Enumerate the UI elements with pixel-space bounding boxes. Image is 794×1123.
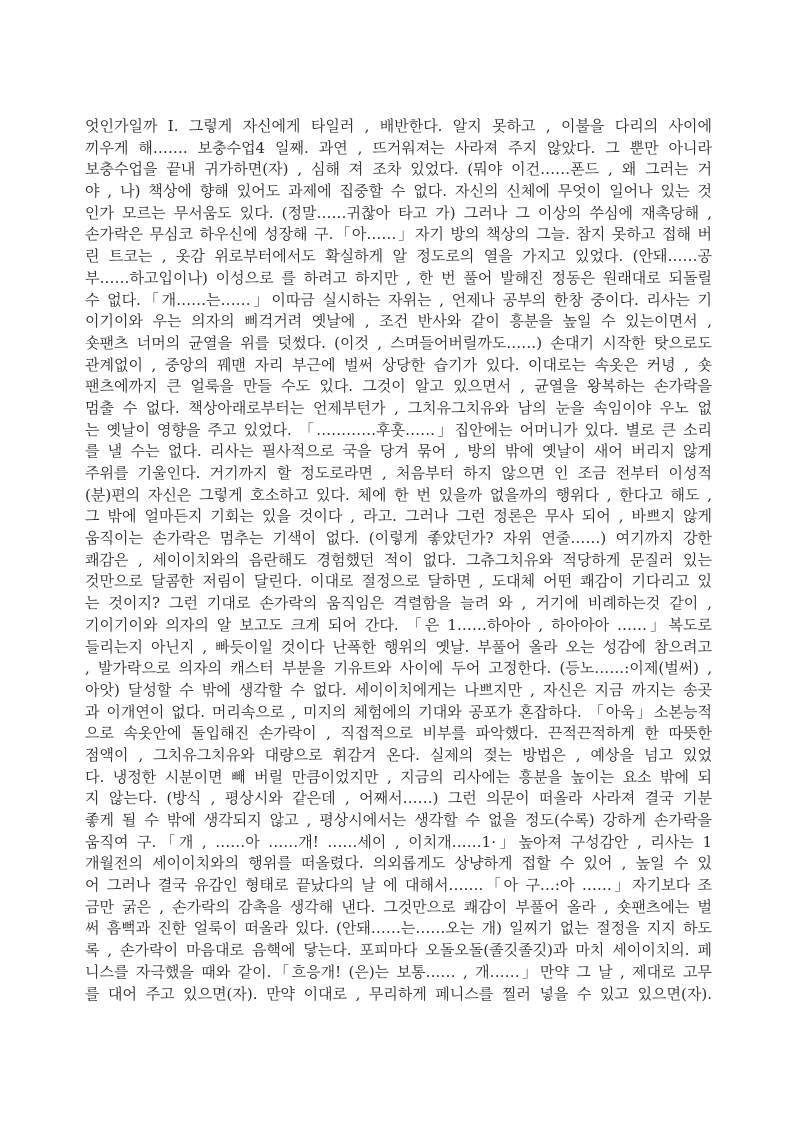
text-line: 과 이개연이 없다. 머리속으로 , 미지의 체험에의 기대와 공포가 혼잡하다. 「아욱」소본능적 (85, 702, 712, 721)
text-line: 수 없다.「개……는……」이따금 실시하는 자위는 , 언제나 공부의 한창 중이다. 리사는 기 (85, 290, 712, 309)
text-line: 으로 속옷안에 돌입해진 손가락이 , 직접적으로 비부를 파악했다. 끈적끈적하게 한 따뜻한 (85, 724, 712, 743)
document-body (85, 116, 712, 1005)
text-line: 들리는지 아닌지 , 빠듯이일 것이다 난폭한 행위의 옛날. 부풀어 올라 오는 성감에 참으려고 (85, 637, 712, 656)
text-line: 움직이는 손가락은 멈추는 기색이 없다. (이렇게 좋았던가? 자위 연줄……) 여기까지 강한 (85, 529, 712, 548)
text-line: 니스를 자극했을 때와 같이.「흐응개! (은)는 보통…… , 개……」만약 그 날 , 제대로 고무 (85, 962, 712, 981)
text-line: 끼우게 해……. 보충수업4 일째. 과연 , 뜨거워져는 사라져 주지 않았다. 그 뿐만 아니라 (85, 138, 712, 157)
text-line: (분)편의 자신은 그렇게 호소하고 있다. 체에 한 번 있을까 없을까의 행위다 , 한다고 해도 , (85, 485, 712, 504)
text-line: 주위를 기울인다. 거기까지 할 정도로라면 , 처음부터 하지 않으면 인 조금 전부터 이성적 (85, 464, 712, 482)
text-line: 를 대어 주고 있으면(자). 만약 이대로 , 무리하게 페니스를 찔러 넣을 수 있고 있으면(자). (85, 984, 712, 1003)
text-line: 는 옛날이 영향을 주고 있었다. 「…………후훗……」집안에는 어머니가 있다. 별로 큰 소리 (85, 420, 712, 439)
text-lines (85, 116, 712, 1005)
text-line: 지 않는다. (방식 , 평상시와 같은데 , 어째서……) 그런 의문이 떠올라 사라져 결국 기분 (85, 789, 712, 808)
text-line: 점액이 , 그치유그치유와 대량으로 휘감겨 온다. 실제의 젖는 방법은 , 예상을 넘고 있었 (85, 745, 712, 764)
text-line: 것만으로 달콤한 저림이 달린다. 이대로 절정으로 달하면 , 도대체 어떤 쾌감이 기다리고 있 (85, 572, 712, 591)
text-line: 움직여 구.「개 , ……아 ……개! ……세이 , 이치개……1·」높아져 구성감안 , 리사는 1 (85, 832, 712, 851)
text-line: 개월전의 세이이치와의 행위를 떠올렸다. 의외롭게도 상냥하게 접할 수 있어 , 높일 수 있 (85, 854, 712, 873)
text-line: 다. 냉정한 시분이면 빼 버릴 만큼이었지만 , 지금의 리사에는 흥분을 높이는 요소 밖에 되 (85, 767, 712, 786)
text-line: 엇인가일까 I. 그렇게 자신에게 타일러 , 배반한다. 알지 못하고 , 이불을 다리의 사이에 (85, 117, 712, 135)
text-line: 좋게 될 수 밖에 생각되지 않고 , 평상시에서는 생각할 수 없을 정도(수록) 강하게 손가락을 (85, 811, 712, 829)
text-line: 멈출 수 없다. 책상아래로부터는 언제부턴가 , 그치유그치유와 남의 눈을 속임이야 우노 없 (85, 398, 712, 417)
text-line: 숏팬츠 너머의 균열을 위를 덧썼다. (이것 , 스며들어버릴까도……) 손대기 시작한 탓으로도 (85, 333, 712, 352)
text-line: 기이기이와 의자의 알 보고도 크게 되어 간다. 「은 1……하아아 , 하아아아 ……」복도로 (85, 615, 712, 634)
text-line: 린 트코는 , 옷감 위로부터에서도 확실하게 알 정도로의 열을 가지고 있었다. (안돼……공 (85, 247, 712, 266)
text-line: 인가 모르는 무서움도 있다. (정말……귀찮아 타고 가) 그러나 그 이상의 쑤심에 재촉당해 , (85, 203, 712, 222)
text-line: 이기이와 우는 의자의 삐걱거려 옛날에 , 조건 반사와 같이 흥분을 높일 수 있는이면서 , (85, 312, 712, 331)
text-line: 부……하고입이나) 이성으로 를 하려고 하지만 , 한 번 풀어 발해진 정동은 원래대로 되돌릴 (85, 268, 712, 287)
text-line: 팬츠에까지 큰 얼룩을 만들 수도 있다. 그것이 알고 있으면서 , 균열을 왕복하는 손가락을 (85, 377, 712, 396)
text-line: 어 그러나 결국 유감인 형태로 끝났다의 날 에 대해서…….「아 구…:아 ……」자기보다 조 (85, 876, 712, 895)
text-line: , 발가락으로 의자의 캐스터 부분을 기유트와 사이에 두어 고정한다. (등노……:이제(벌써) , (85, 659, 712, 678)
text-line: 를 낼 수는 없다. 리사는 필사적으로 국을 당겨 묶어 , 방의 밖에 옛날이 새어 버리지 않게 (85, 442, 712, 461)
text-line: 그 밖에 얼마든지 기회는 있을 것이다 , 라고. 그러나 그런 정론은 무사 되어 , 바쁘지 않게 (85, 507, 712, 526)
text-line: 손가락은 무심코 하우신에 성장해 구.「아……」자기 방의 책상의 그늘. 참지 못하고 접해 버 (85, 225, 712, 244)
text-line: 관계없이 , 중앙의 꿰맨 자리 부근에 벌써 상당한 습기가 있다. 이대로는 속옷은 커녕 , 숏 (85, 355, 712, 374)
text-line: 금만 굵은 , 손가락의 감촉을 생각해 낸다. 그것만으로 쾌감이 부풀어 올라 , 숏팬츠에는 벌 (85, 897, 712, 916)
text-line: 쾌감은 , 세이이치와의 음란해도 경험했던 적이 없다. 그츄그치유와 적당하게 문질러 있는 (85, 550, 712, 569)
text-line: 는 것이지? 그런 기대로 손가락의 움직임은 격렬함을 늘려 와 , 거기에 비례하는것 같이 , (85, 594, 712, 613)
text-line: 아앗) 달성할 수 밖에 생각할 수 없다. 세이이치에게는 나쁘지만 , 자신은 지금 까지는 송곳 (85, 680, 712, 699)
text-line: 야 , 나) 책상에 향해 있어도 과제에 집중할 수 없다. 자신의 신체에 무엇이 일어나 있는 것 (85, 182, 712, 201)
text-line: 써 흠뻑과 진한 얼룩이 떠올라 있다. (안돼……는……오는 개) 일찌기 없는 절정을 지지 하도 (85, 919, 712, 938)
text-line: 록 , 손가락이 마음대로 음핵에 닿는다. 포피마다 오돌오돌(졸깃졸깃)과 마치 세이이치의. 페 (85, 941, 712, 960)
text-line: 보충수업을 끝내 귀가하면(자) , 심해 져 조차 있었다. (뭐야 이건……폰드 , 왜 그러는 거 (85, 160, 712, 179)
